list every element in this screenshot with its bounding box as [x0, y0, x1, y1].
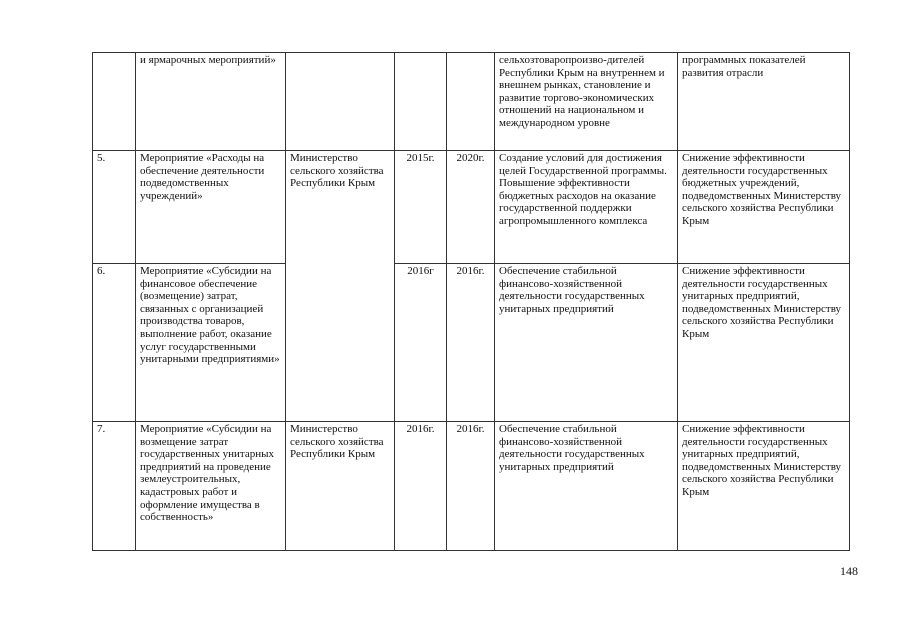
end-year-cell: 2016г.: [447, 422, 495, 551]
table-row: [93, 151, 850, 264]
row-number: 7.: [93, 422, 136, 551]
measure-cell: Мероприятие «Расходы на обеспечение деятельности подведомственных учреждений»: [136, 151, 286, 264]
expected-result-cell: сельхозтоваропроизво-дителей Республики Крым на внутреннем и внешнем рынках, становление и развитие торгово-экономических отношений на национальном и международном уровне: [495, 53, 678, 151]
start-year-cell: 2016г: [395, 264, 447, 422]
executor-cell: Министерство сельского хозяйства Республики Крым: [286, 422, 395, 551]
consequence-cell: программных показателей развития отрасли: [678, 53, 850, 151]
row-number: 6.: [93, 264, 136, 422]
table-row: [93, 53, 850, 151]
consequence-cell: Снижение эффективности деятельности государственных унитарных предприятий, подведомственных Министерству сельского хозяйства Республики Крым: [678, 422, 850, 551]
expected-result-cell: Создание условий для достижения целей Государственной программы. Повышение эффективности бюджетных расходов на оказание государственной поддержки агропромышленного комплекса: [495, 151, 678, 264]
row-number: 5.: [93, 151, 136, 264]
start-year-cell: 2015г.: [395, 151, 447, 264]
end-year-cell: 2020г.: [447, 151, 495, 264]
row-number: [93, 53, 136, 151]
expected-result-cell: Обеспечение стабильной финансово-хозяйственной деятельности государственных унитарных предприятий: [495, 422, 678, 551]
table-row: [93, 422, 850, 551]
expected-result-cell: Обеспечение стабильной финансово-хозяйственной деятельности государственных унитарных предприятий: [495, 264, 678, 422]
consequence-cell: Снижение эффективности деятельности государственных бюджетных учреждений, подведомственных Министерству сельского хозяйства Республики Крым: [678, 151, 850, 264]
measure-cell: и ярмарочных мероприятий»: [136, 53, 286, 151]
measure-cell: Мероприятие «Субсидии на финансовое обеспечение (возмещение) затрат, связанных с организацией производства товаров, выполнение работ, оказание услуг государственными унитарными предприятиями»: [136, 264, 286, 422]
executor-cell: [286, 53, 395, 151]
table-row: [93, 264, 850, 422]
end-year-cell: 2016г.: [447, 264, 495, 422]
page-number: 148: [840, 564, 858, 578]
start-year-cell: [395, 53, 447, 151]
end-year-cell: [447, 53, 495, 151]
measure-cell: Мероприятие «Субсидии на возмещение затрат государственных унитарных предприятий на проведение землеустроительных, кадастровых работ и оформление имущества в собственность»: [136, 422, 286, 551]
executor-cell: Министерство сельского хозяйства Республики Крым: [286, 151, 395, 422]
start-year-cell: 2016г.: [395, 422, 447, 551]
measures-table: [92, 52, 850, 551]
consequence-cell: Снижение эффективности деятельности государственных унитарных предприятий, подведомственных Министерству сельского хозяйства Республики Крым: [678, 264, 850, 422]
